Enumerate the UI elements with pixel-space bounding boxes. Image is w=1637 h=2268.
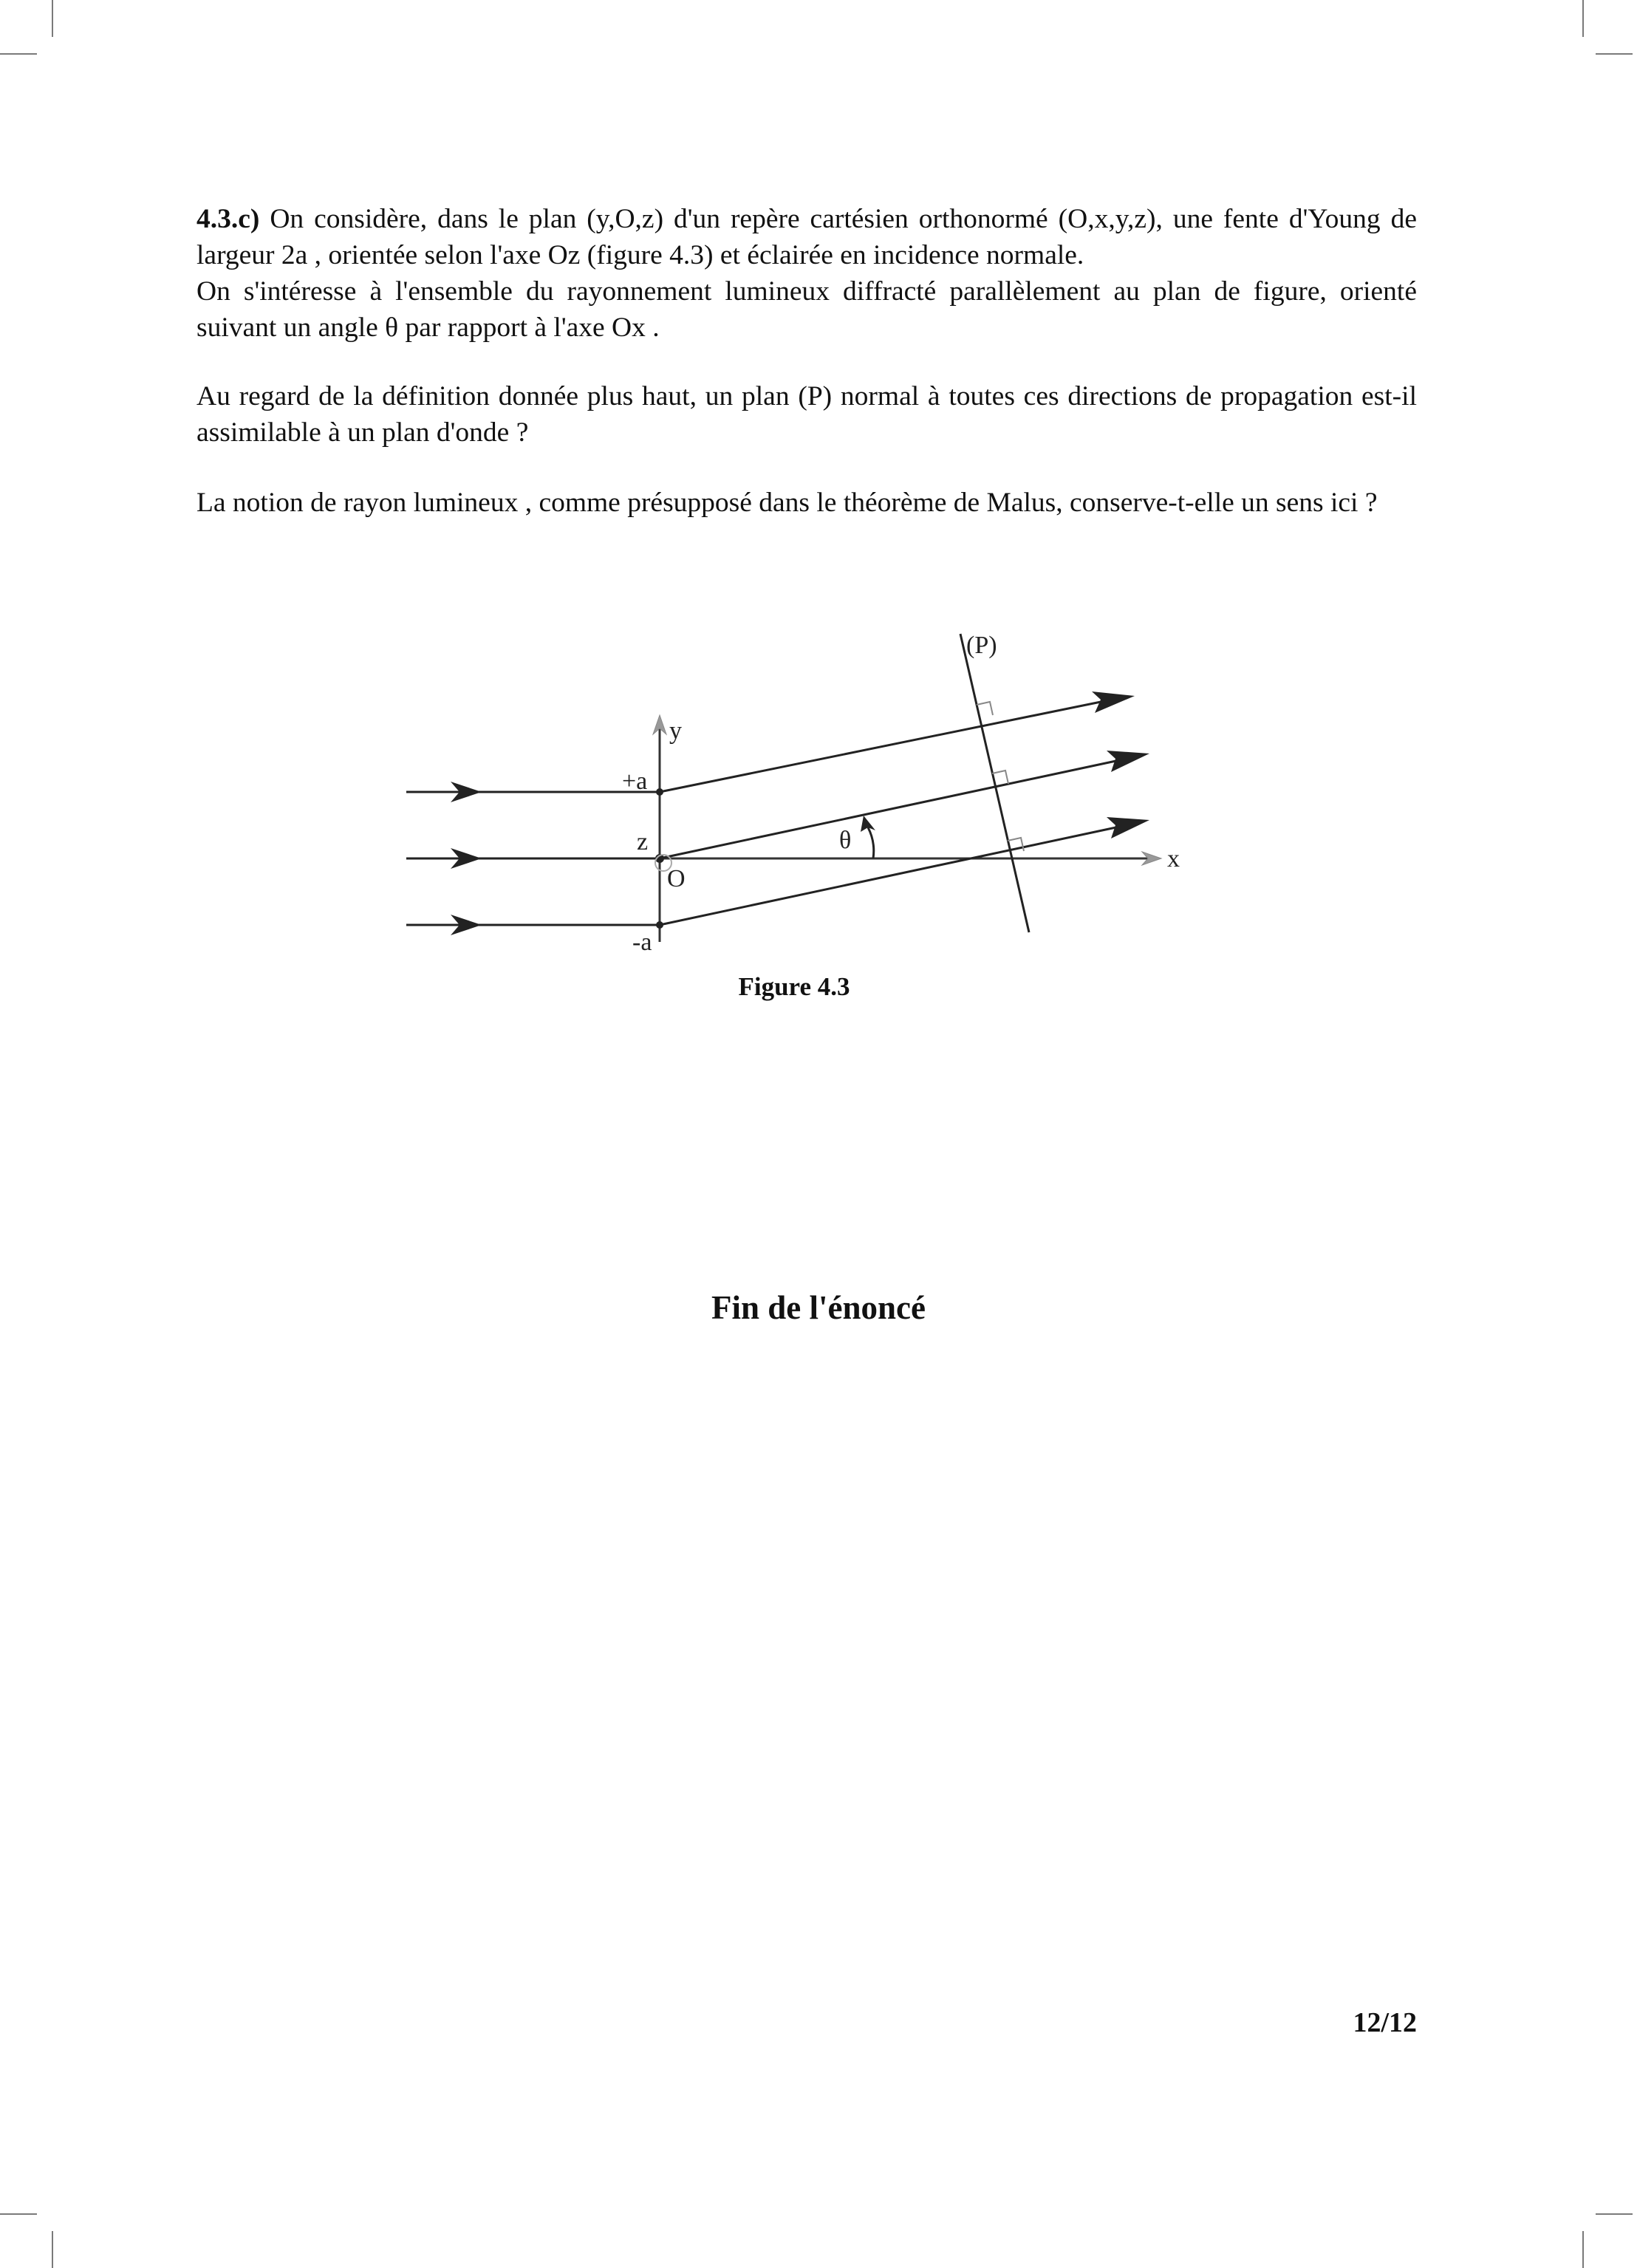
slit-point-plus-a [656,788,663,796]
plane-p-line [960,634,1029,932]
minus-a-label: -a [632,929,652,956]
y-axis-label: y [669,717,682,745]
crop-mark [1596,53,1633,55]
question-paragraph-1 [196,201,1417,346]
end-of-statement-title: Fin de l'énoncé [711,1289,926,1326]
question-intro: On considère, dans le plan (y,O,z) d'un repère cartésien orthonormé (O,x,y,z), une fente d'Young de largeur 2a , orientée selon l'axe Oz (figure 4.3) et éclairée en incidence normale. [196,204,1417,270]
slit-point-minus-a [656,921,663,929]
paragraph-2-text: Au regard de la définition donnée plus haut, un plan (P) normal à toutes ces directions de propagation est-il assimilable à un plan d'onde ? [196,381,1417,448]
figure-4-3-diagram [369,606,1256,990]
crop-mark [52,0,53,37]
figure-caption: Figure 4.3 [738,972,850,1001]
angle-theta-label: θ [839,827,852,854]
crop-mark [0,2213,37,2215]
paragraph-3-text: La notion de rayon lumineux , comme présupposé dans le théorème de Malus, conserve-t-elle un sens ici ? [196,488,1378,518]
crop-mark [1582,2231,1584,2268]
diffracted-ray-top [660,700,1108,792]
x-axis-label: x [1167,845,1180,872]
crop-mark [52,2231,53,2268]
diffracted-ray-middle [660,759,1123,858]
crop-mark [1582,0,1584,37]
crop-mark [0,53,37,55]
z-axis-label: z [637,828,649,855]
question-label: 4.3.c) [196,204,260,234]
page-number: 12/12 [1353,2007,1417,2038]
plus-a-label: +a [622,768,648,795]
question-paragraph-3 [196,485,1417,521]
plane-p-label: (P) [966,632,997,659]
origin-label: O [667,865,686,892]
angle-theta-arc [868,827,874,858]
question-line-2: On s'intéresse à l'ensemble du rayonnement lumineux diffracté parallèlement au plan de figure, orienté suivant un angle θ par rapport à l'axe Ox . [196,276,1417,343]
crop-mark [1596,2213,1633,2215]
diffracted-ray-bottom [660,826,1123,925]
question-paragraph-2 [196,378,1417,451]
